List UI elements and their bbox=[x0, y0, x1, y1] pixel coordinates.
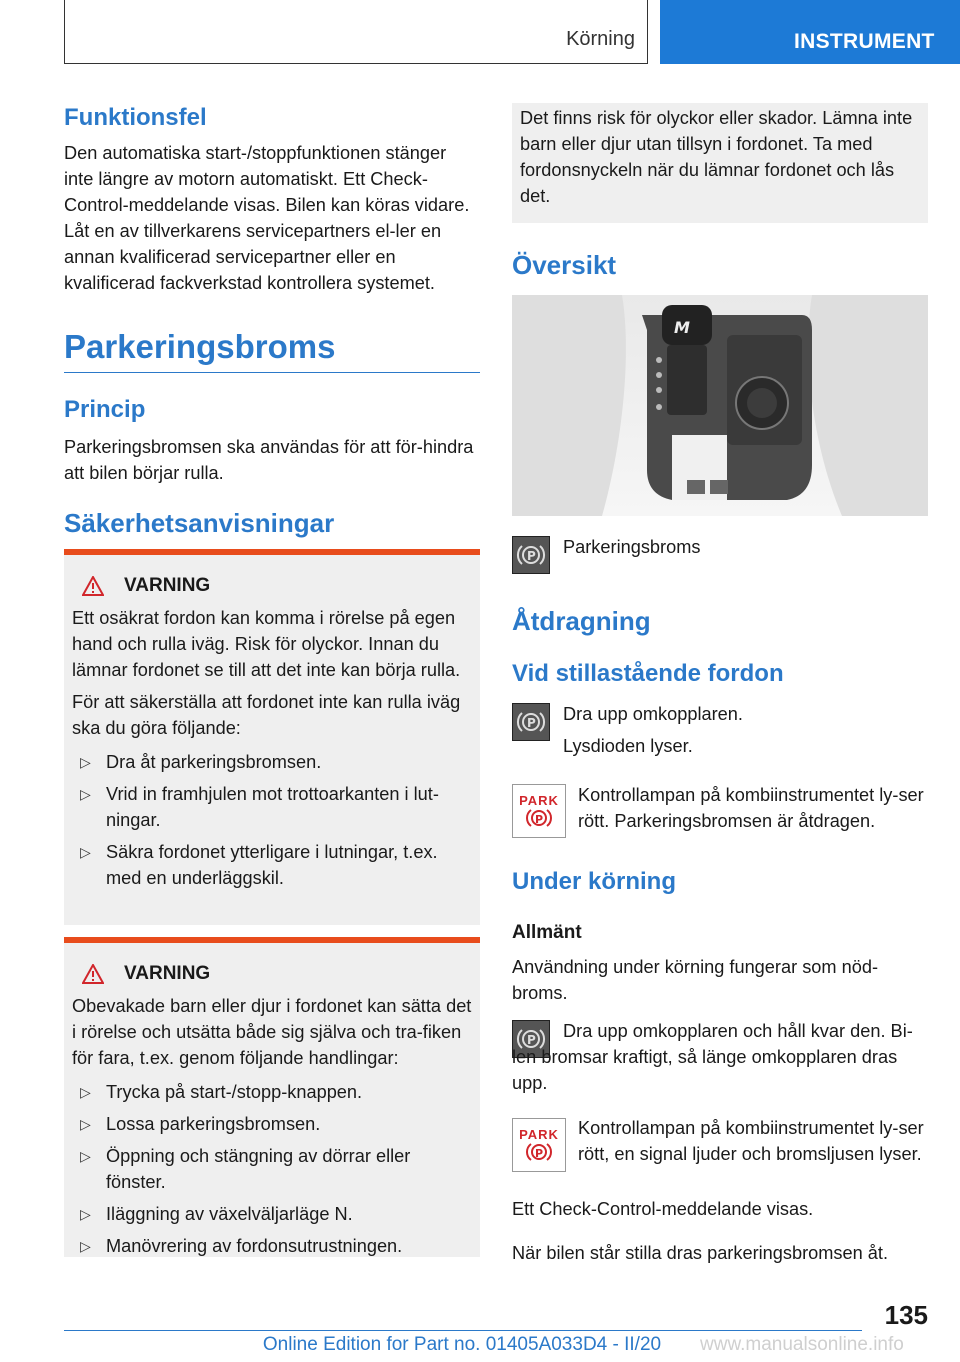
list-item: ▷ Manövrering av fordonsutrustningen. bbox=[80, 1236, 403, 1256]
svg-text:P: P bbox=[535, 1146, 544, 1160]
header-chapter-tab[interactable]: INSTRUMENT bbox=[660, 0, 960, 64]
principle-title: Princip bbox=[64, 396, 146, 423]
svg-text:P: P bbox=[527, 716, 536, 730]
stationary-lamp-text: Kontrollampan på kombiinstrumentet ly-ser rött. Parkeringsbromsen är åtdragen. bbox=[578, 785, 924, 831]
warning-list bbox=[72, 749, 472, 891]
overview-title: Översikt bbox=[512, 250, 617, 280]
warning-triangle-icon bbox=[82, 576, 104, 596]
parking-brake-icon bbox=[512, 703, 550, 741]
list-item: ▷ Öppning och stängning av dörrar eller fönster. bbox=[80, 1146, 411, 1192]
warning-label: VARNING bbox=[124, 963, 211, 984]
page-title: Parkeringsbroms bbox=[64, 328, 336, 365]
svg-text:P: P bbox=[527, 549, 536, 563]
fault-text: Den automatiska start-/stoppfunktionen stänger inte längre av motorn automatiskt. Ett Check-Control-meddelande visas. Bilen kan köras vidare. Låt en av tillverkarens servicepartners el-ler en annan kvalificerad servicepartner eller en kvalificerad fackverkstad kontrollera systemet. bbox=[64, 143, 470, 293]
driving-lamp-text: Kontrollampan på kombiinstrumentet ly-ser rött, en signal ljuder och bromsljusen lyser. bbox=[578, 1118, 924, 1164]
page-number: 135 bbox=[884, 1300, 928, 1330]
header-section-title: Körning bbox=[566, 28, 635, 50]
list-item: ▷ Iläggning av växelväljarläge N. bbox=[80, 1204, 353, 1224]
overview-caption: Parkeringsbroms bbox=[563, 537, 701, 557]
warning-text: Ett osäkrat fordon kan komma i rörelse på egen hand och rulla iväg. Risk för olyckor. Innan du lämnar fordonet se till att det inte kan börja rulla. bbox=[72, 608, 461, 680]
warning-continued: Det finns risk för olyckor eller skador. Lämna inte barn eller djur utan tillsyn i fordonet. Ta med fordonsnyckeln när du lämnar fordonet och lås det. bbox=[512, 103, 928, 223]
footer-rule bbox=[64, 1330, 862, 1331]
warning-text: Obevakade barn eller djur i fordonet kan sätta det i rörelse och utsätta både sig själva och tra-fiken för fara, t.ex. genom följande handlingar: bbox=[72, 996, 472, 1068]
principle-text: Parkeringsbromsen ska användas för att för-hindra att bilen börjar rulla. bbox=[64, 437, 474, 483]
general-text: Användning under körning fungerar som nöd-broms. bbox=[512, 957, 879, 1003]
apply-title: Åtdragning bbox=[512, 606, 651, 636]
general-title: Allmänt bbox=[512, 922, 582, 943]
list-item: ▷ Lossa parkeringsbromsen. bbox=[80, 1114, 321, 1134]
warning-list bbox=[72, 1079, 472, 1259]
svg-text:P: P bbox=[535, 812, 544, 826]
watermark: www.manualsonline.info bbox=[700, 1334, 904, 1355]
driving-cc-text: Ett Check-Control-meddelande visas. bbox=[512, 1199, 814, 1219]
driving-stop-text: När bilen står stilla dras parkeringsbromsen åt. bbox=[512, 1243, 889, 1263]
list-item: ▷ Vrid in framhjulen mot trottoarkanten i lut-ningar. bbox=[80, 784, 439, 830]
svg-text:P: P bbox=[527, 1033, 536, 1047]
title-rule bbox=[64, 372, 480, 373]
footer-edition[interactable]: Online Edition for Part no. 01405A033D4 - II/20 bbox=[262, 1334, 662, 1355]
list-item: ▷ Säkra fordonet ytterligare i lutningar, t.ex. med en underläggskil. bbox=[80, 842, 438, 888]
fault-title: Funktionsfel bbox=[64, 104, 207, 131]
warning-box bbox=[64, 943, 480, 1257]
parking-brake-icon bbox=[512, 536, 550, 574]
warning-label: VARNING bbox=[124, 575, 211, 596]
warning-text: För att säkerställa att fordonet inte kan rulla iväg ska du göra följande: bbox=[72, 692, 461, 738]
list-item: ▷ Trycka på start-/stopp-knappen. bbox=[80, 1082, 363, 1102]
warning-triangle-icon bbox=[82, 964, 104, 984]
list-item: ▷ Dra åt parkeringsbromsen. bbox=[80, 752, 322, 772]
stationary-title: Vid stillastående fordon bbox=[512, 660, 784, 687]
warning-box bbox=[64, 555, 480, 925]
stationary-note: Lysdioden lyser. bbox=[563, 736, 693, 756]
svg-text:M: M bbox=[674, 318, 690, 337]
park-warning-lamp-icon: PARK P bbox=[512, 784, 566, 838]
safety-title: Säkerhetsanvisningar bbox=[64, 508, 335, 538]
driving-title: Under körning bbox=[512, 868, 677, 895]
stationary-step: Dra upp omkopplaren. bbox=[563, 704, 743, 724]
driving-step: Dra upp omkopplaren och håll kvar den. Bi-len bromsar kraftigt, så länge omkopplaren dras upp. bbox=[512, 1021, 913, 1093]
center-console-image bbox=[512, 295, 928, 516]
park-warning-lamp-icon: PARK P bbox=[512, 1118, 566, 1172]
